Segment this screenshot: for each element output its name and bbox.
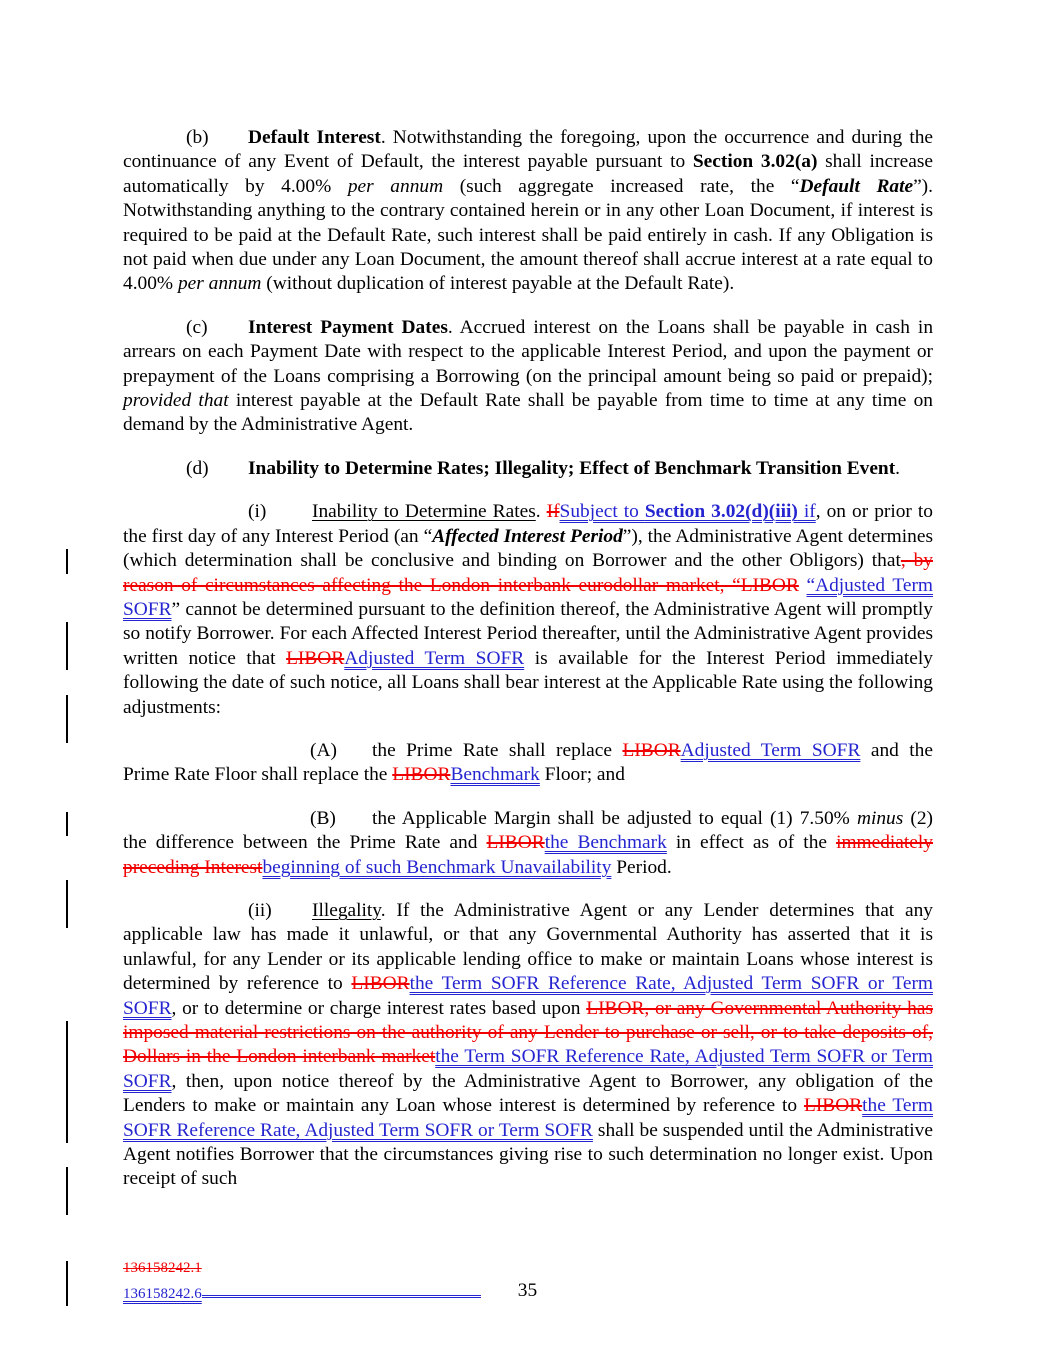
para-B-applicable-margin (123, 807, 933, 880)
text-run: Adjusted Term SOFR (344, 647, 525, 669)
text-run: . Accrued interest on the Loans shall be payable in cash in arrears on each Payment Date with respect to the applicable Interest Period, and upon the payment or prepayment of the Loans comprising a Borrowing (on the principal amount being so paid or prepaid); (123, 316, 934, 387)
text-run: Section 3.02(d)(iii) (644, 501, 798, 523)
text-run: the Applicable Margin shall be adjusted to equal (1) 7.50% (372, 807, 857, 829)
text-run: LIBOR, or any Governmental Authority has imposed material restrictions on the authority of any Lender to purchase or sell, or to take deposits of, Dollars in the London interbank market (123, 997, 933, 1068)
text-run: Illegality (312, 899, 381, 921)
para-A-prime-rate (123, 739, 933, 788)
text-run: and the Prime Rate Floor shall replace the (123, 739, 933, 786)
text-run: the Term SOFR Reference Rate, Adjusted Term SOFR or Term SOFR (123, 1046, 933, 1092)
para-ii-illegality (123, 899, 933, 1192)
text-run: is available for the Interest Period immediately following the date of such notice, all Loans shall bear interest at the Applicable Rate using the following adjustments: (123, 647, 933, 718)
text-run: LIBOR (486, 832, 545, 854)
text-run: immediately preceding Interest (123, 832, 933, 878)
text-run: (such aggregate increased rate, the “ (443, 175, 800, 197)
text-run: (2) the difference between the Prime Rate and (123, 807, 933, 854)
document-body (123, 126, 933, 1192)
text-run: LIBOR (622, 739, 681, 761)
para-b-default-interest (123, 126, 933, 297)
change-bar (66, 812, 68, 836)
text-run: minus (856, 807, 904, 829)
text-run: . If the Administrative Agent or any Lender determines that any applicable law has made it unlawful, or that any Governmental Authority has asserted that it is unlawful, for any Lender or its applicable lending office to make or maintain Loans whose interest is determined by reference to (123, 899, 933, 995)
change-bar (66, 1167, 68, 1215)
change-bar (66, 1021, 68, 1143)
text-run: ”). Notwithstanding anything to the contrary contained herein or in any other Loan Document, if interest is required to be paid at the Default Rate, such interest shall be paid entirely in cash. If any Obligation is not paid when due under any Loan Document, the amount thereof shall accrue interest at a rate equal to 4.00% (123, 175, 933, 295)
text-run: . (535, 501, 547, 523)
text-run: Inability to Determine Rates (312, 501, 536, 523)
text-run: interest payable at the Default Rate shall be payable from time to time at any time on demand by the Administrative Agent. (123, 390, 933, 436)
text-run: the Term SOFR Reference Rate, Adjusted Term SOFR or Term SOFR (123, 1095, 934, 1141)
text-run: per annum (347, 175, 444, 197)
text-run: Interest Payment Dates (248, 316, 448, 338)
text-run: Subject to (559, 501, 645, 523)
text-run: Affected Interest Period (432, 525, 623, 547)
text-run: LIBOR (351, 973, 410, 995)
text-run: Section 3.02(a) (692, 151, 818, 173)
change-bar (66, 880, 68, 928)
footer-doc-id-new: 136158242.6 (123, 1286, 202, 1302)
paragraph-label: (i) (248, 501, 267, 523)
text-run: per annum (177, 273, 262, 295)
text-run: , by reason of circumstances affecting the London interbank eurodollar market, “LIBOR (123, 550, 933, 596)
text-run: Inability to Determine Rates; Illegality; Effect of Benchmark Transition Event (248, 457, 896, 479)
text-run: ” cannot be determined pursuant to the definition thereof, the Administrative Agent will promptly so notify Borrower. For each Affected Interest Period thereafter, until the Administrative Agent provides written notice that (123, 598, 933, 669)
text-run: . (895, 457, 901, 479)
paragraph-label: (b) (186, 127, 209, 148)
para-c-interest-payment-dates (123, 316, 933, 438)
text-run: shall be suspended until the Administrative Agent notifies Borrower that the circumstances giving rise to such determination no longer exist. Upon receipt of such (123, 1119, 933, 1190)
text-run: (without duplication of interest payable at the Default Rate). (261, 273, 735, 295)
text-run: the Benchmark (544, 832, 667, 854)
text-run: the Term SOFR Reference Rate, Adjusted Term SOFR or Term SOFR (123, 973, 934, 1019)
text-run: LIBOR (286, 647, 345, 669)
text-run: in effect as of the (666, 832, 837, 854)
text-run: if (797, 501, 816, 523)
change-bar (66, 622, 68, 670)
change-bar (66, 549, 68, 574)
text-run: Floor; and (539, 764, 625, 786)
paragraph-label: (d) (186, 457, 209, 479)
paragraph-label: (A) (310, 739, 337, 761)
para-i-inability-to-determine-rates (123, 500, 933, 720)
text-run: provided that (123, 390, 229, 412)
text-run: , or to determine or charge interest rates based upon (171, 997, 587, 1019)
text-run: Benchmark (450, 764, 540, 786)
text-run: Default Interest (248, 127, 381, 148)
change-bar (66, 695, 68, 743)
paragraph-label: (ii) (248, 899, 272, 921)
text-run: the Prime Rate shall replace (372, 739, 623, 761)
text-run: “Adjusted Term SOFR (123, 574, 933, 620)
text-run: beginning of such Benchmark Unavailability (262, 856, 612, 878)
text-run: Period. (611, 856, 672, 878)
text-run: shall increase automatically by 4.00% (123, 151, 933, 197)
text-run: If (546, 501, 560, 523)
text-run: LIBOR (392, 764, 451, 786)
paragraph-label: (B) (310, 807, 336, 829)
text-run: . Notwithstanding the foregoing, upon the occurrence and during the continuance of any Event of Default, the interest payable pursuant to (123, 127, 934, 173)
para-d-heading (123, 457, 933, 481)
text-run: LIBOR (803, 1095, 863, 1117)
text-run: Default Rate (799, 175, 914, 197)
text-run: , on or prior to the first day of any Interest Period (an “ (123, 501, 933, 547)
text-run: ”), the Administrative Agent determines (which determination shall be conclusive and binding on Borrower and the other Obligors) that (123, 525, 933, 572)
page-number: 35 (517, 1280, 538, 1301)
footer-doc-id-old: 136158242.1 (123, 1260, 202, 1276)
text-run: Adjusted Term SOFR (680, 739, 861, 761)
paragraph-label: (c) (186, 316, 208, 338)
text-run: , then, upon notice thereof by the Administrative Agent to Borrower, any obligation of the Lenders to make or maintain any Loan whose interest is determined by reference to (123, 1070, 933, 1117)
